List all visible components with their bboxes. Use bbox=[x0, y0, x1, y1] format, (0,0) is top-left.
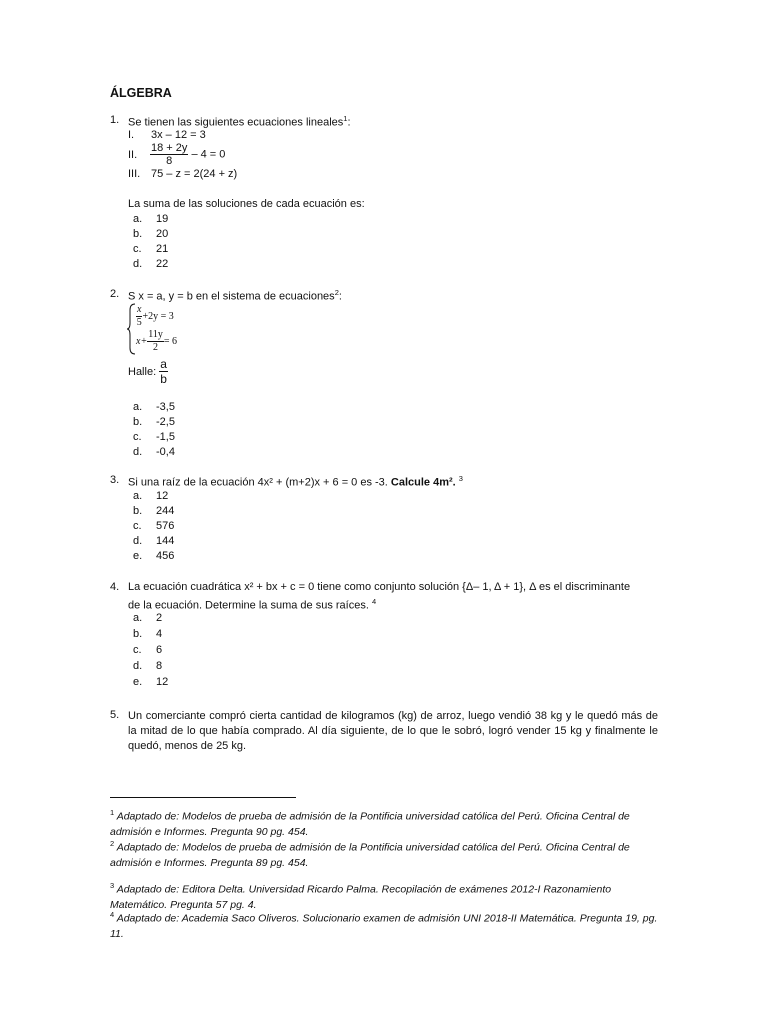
option-letter: c. bbox=[133, 431, 142, 443]
fraction-numerator: 18 + 2y bbox=[151, 142, 188, 154]
option-value: 6 bbox=[156, 644, 163, 656]
footnote-4 bbox=[110, 907, 660, 942]
option-letter: e. bbox=[133, 550, 143, 562]
option-value: 244 bbox=[156, 505, 175, 517]
question-text: Un comerciante compró cierta cantidad de kilogramos (kg) de arroz, luego vendió 38 kg y le quedó más de la mitad de lo que había comprado. Al día siguiente, de lo que le sobró, logró vender 15 kg y finalmente le quedó, menos de 25 kg. bbox=[128, 710, 658, 752]
fraction-numerator: 11y bbox=[148, 329, 163, 340]
footnote-number: 4 bbox=[110, 910, 115, 919]
footnote-text: Adaptado de: Modelos de prueba de admisión de la Pontificia universidad católica del Perú. Oficina Central de admisión e Informes. Pregunta 89 pg. 454. bbox=[110, 841, 630, 869]
option-value: 12 bbox=[156, 490, 169, 502]
question-text: Si una raíz de la ecuación 4x² + (m+2)x + 6 = 0 es -3. bbox=[128, 476, 388, 489]
question-number: 3. bbox=[110, 474, 120, 486]
question-text: S x = a, y = b en el sistema de ecuaciones bbox=[128, 290, 335, 303]
fraction-numerator: a bbox=[160, 357, 167, 371]
option-letter: b. bbox=[133, 228, 143, 240]
footnote-ref: 1 bbox=[343, 114, 348, 123]
option-letter: b. bbox=[133, 416, 143, 428]
question-number: 4. bbox=[110, 581, 120, 593]
option-value: 20 bbox=[156, 228, 169, 240]
footnote-1 bbox=[110, 805, 660, 840]
option-letter: b. bbox=[133, 628, 143, 640]
option-letter: c. bbox=[133, 644, 142, 656]
option-value: 576 bbox=[156, 520, 175, 532]
option-value: -0,4 bbox=[156, 446, 175, 458]
question-number: 1. bbox=[110, 114, 120, 126]
option-letter: a. bbox=[133, 490, 143, 502]
option-value: 144 bbox=[156, 535, 175, 547]
halle-line bbox=[128, 357, 168, 386]
footnote-ref: 2 bbox=[334, 288, 339, 297]
option-letter: d. bbox=[133, 446, 143, 458]
option-letter: d. bbox=[133, 660, 143, 672]
footnote-text: Adaptado de: Editora Delta. Universidad Ricardo Palma. Recopilación de exámenes 2012-I Razonamiento Matemático. Pregunta 57 pg. 4. bbox=[110, 883, 612, 911]
option-letter: c. bbox=[133, 243, 142, 255]
footnote-separator bbox=[110, 797, 296, 798]
question-number: 5. bbox=[110, 709, 120, 721]
question-prompt: La suma de las soluciones de cada ecuación es: bbox=[128, 198, 365, 210]
page-title: ÁLGEBRA bbox=[110, 86, 172, 100]
option-letter: d. bbox=[133, 535, 143, 547]
footnote-ref: 4 bbox=[371, 597, 377, 606]
option-value: -3,5 bbox=[156, 401, 175, 413]
fraction-denominator: b bbox=[160, 372, 167, 386]
question-text: Se tienen las siguientes ecuaciones lineales bbox=[128, 116, 344, 129]
option-value: 8 bbox=[156, 660, 163, 672]
option-letter: e. bbox=[133, 676, 143, 688]
question-number: 2. bbox=[110, 288, 120, 300]
equation-label: III. bbox=[128, 168, 141, 180]
option-letter: b. bbox=[133, 505, 143, 517]
option-letter: a. bbox=[133, 401, 143, 413]
equation-rest: – 4 = 0 bbox=[191, 148, 226, 161]
option-value: 456 bbox=[156, 550, 175, 562]
system-equation-2 bbox=[136, 329, 177, 354]
fraction-denominator: 5 bbox=[136, 317, 142, 328]
fraction-denominator: 8 bbox=[166, 155, 173, 167]
footnote-ref: 3 bbox=[458, 474, 463, 483]
footnote-text: Adaptado de: Academia Saco Oliveros. Solucionario examen de admisión UNI 2018-II Matemática. Pregunta 19, pg. 11. bbox=[110, 912, 658, 940]
option-value: -1,5 bbox=[156, 431, 175, 443]
system-equation-1 bbox=[136, 304, 174, 329]
footnote-number: 3 bbox=[110, 881, 115, 890]
fraction-denominator: 2 bbox=[153, 342, 158, 353]
option-letter: c. bbox=[133, 520, 142, 532]
option-letter: a. bbox=[133, 213, 143, 225]
option-letter: a. bbox=[133, 612, 143, 624]
option-value: 21 bbox=[156, 243, 169, 255]
fraction-numerator: x bbox=[137, 304, 142, 315]
footnote-2 bbox=[110, 836, 660, 871]
question-text-line-2: de la ecuación. Determine la suma de sus raíces. bbox=[128, 599, 369, 612]
option-value: 4 bbox=[156, 628, 163, 640]
option-value: 19 bbox=[156, 213, 169, 225]
equation-text: 75 – z = 2(24 + z) bbox=[151, 168, 238, 180]
option-letter: d. bbox=[133, 258, 143, 270]
footnote-number: 2 bbox=[110, 839, 115, 848]
equation-label: II. bbox=[128, 149, 138, 161]
equation-label: I. bbox=[128, 129, 135, 141]
option-value: 22 bbox=[156, 258, 169, 270]
halle-label: Halle: bbox=[128, 365, 157, 378]
option-value: 2 bbox=[156, 612, 163, 624]
footnote-number: 1 bbox=[110, 808, 115, 817]
equation-rest: = 6 bbox=[163, 335, 177, 347]
footnote-text: Adaptado de: Modelos de prueba de admisión de la Pontificia universidad católica del Perú. Oficina Central de admisión e Informes. Pregunta 90 pg. 454. bbox=[110, 810, 630, 838]
option-value: 12 bbox=[156, 676, 169, 688]
question-bold-text: Calcule 4m². bbox=[390, 476, 456, 489]
equation-rest: +2y = 3 bbox=[142, 310, 174, 322]
option-value: -2,5 bbox=[156, 416, 175, 428]
equation-lead: x+ bbox=[136, 335, 148, 347]
equation-text: 3x – 12 = 3 bbox=[151, 129, 206, 141]
question-text-line-1: La ecuación cuadrática x² + bx + c = 0 tiene como conjunto solución {Δ– 1, Δ + 1}, Δ es el discriminante bbox=[128, 581, 631, 593]
